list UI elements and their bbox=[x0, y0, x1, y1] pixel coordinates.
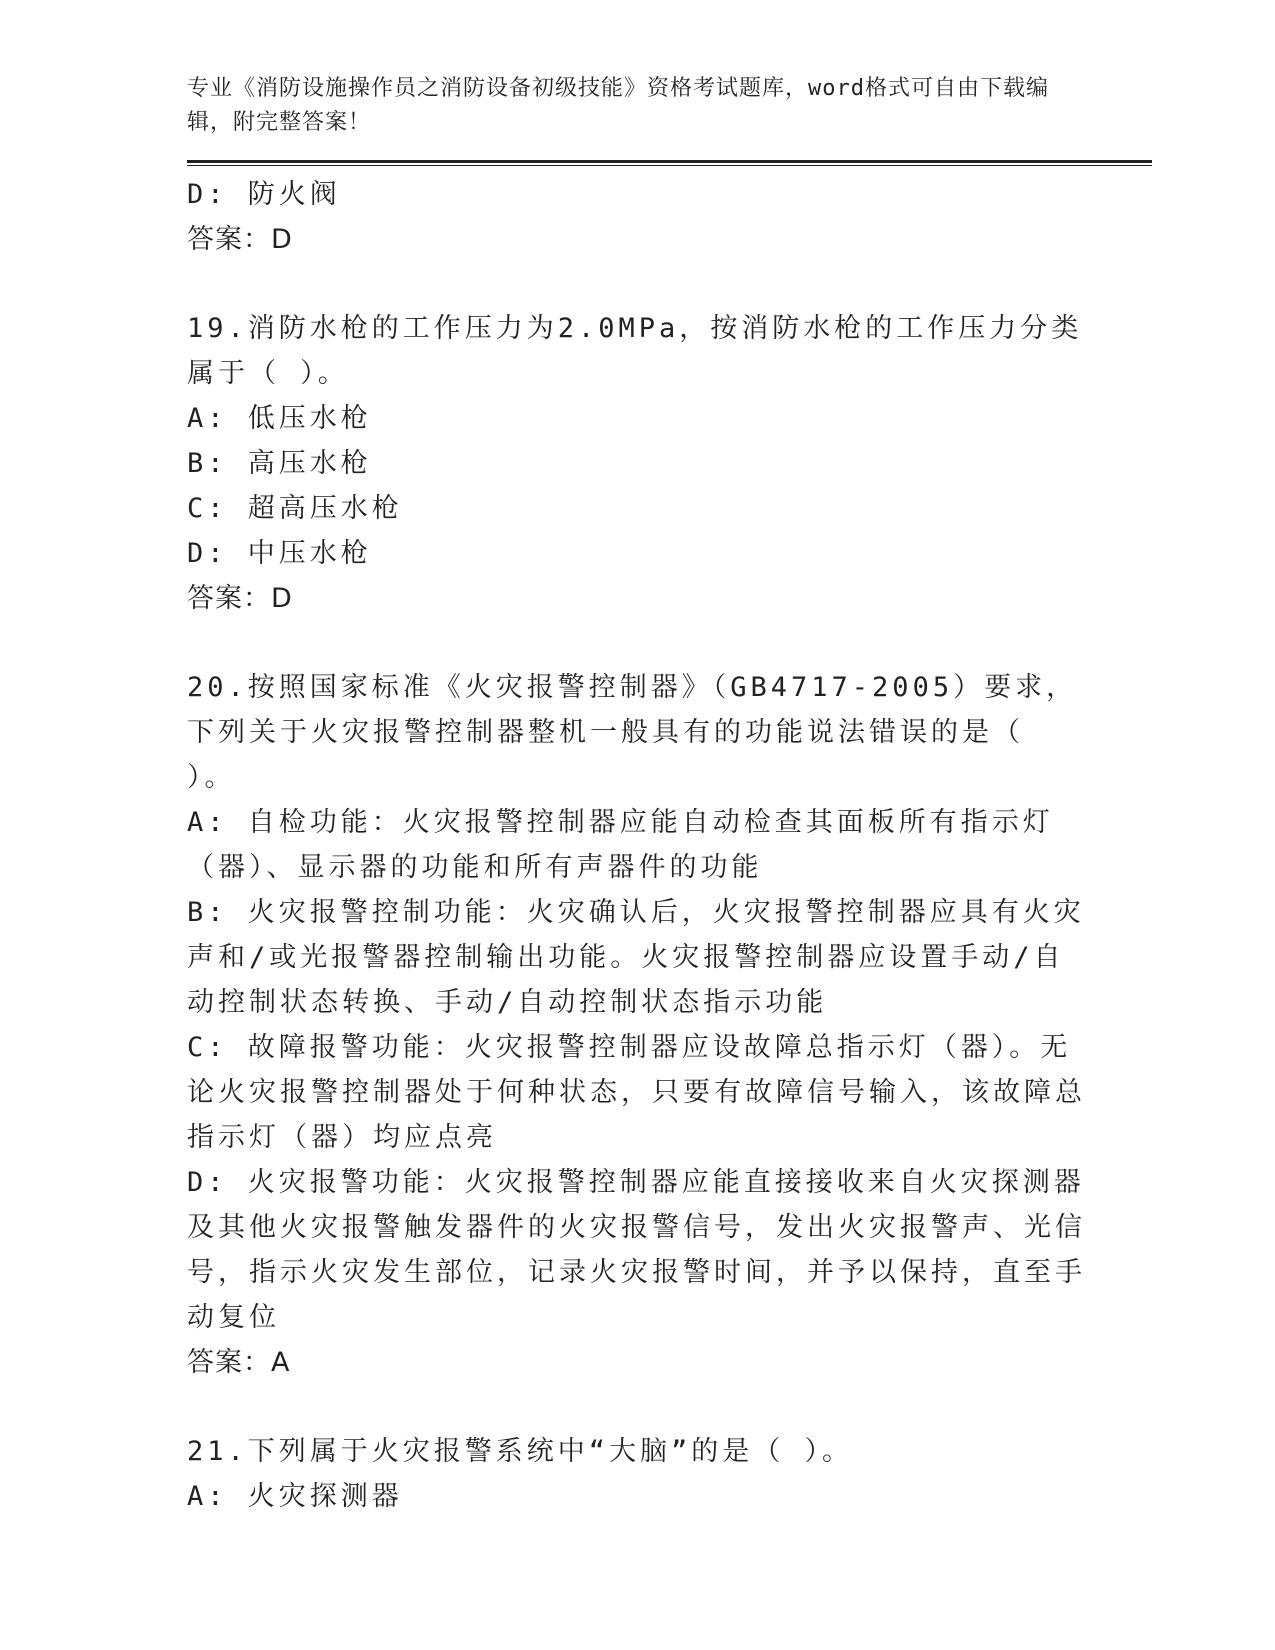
question-20-answer: 答案：A bbox=[187, 1347, 291, 1378]
question-20-option-a: A: 自检功能：火灾报警控制器应能自动检查其面板所有指示灯（器）、显示器的功能和所有声器件的功能 bbox=[187, 807, 1054, 883]
prev-option-d: D: 防火阀 bbox=[187, 179, 341, 210]
question-21-option-a: A: 火灾探测器 bbox=[187, 1481, 403, 1512]
question-19-option-b: B: 高压水枪 bbox=[187, 448, 372, 479]
question-19-answer: 答案：D bbox=[187, 583, 293, 614]
document-header: 专业《消防设施操作员之消防设备初级技能》资格考试题库，word格式可自由下载编辑，附完整答案！ bbox=[187, 76, 1049, 135]
question-19-stem: 19.消防水枪的工作压力为2.0MPa，按消防水枪的工作压力分类属于（ ）。 bbox=[187, 313, 1083, 389]
header-divider bbox=[187, 160, 1152, 166]
question-21-stem: 21.下列属于火灾报警系统中“大脑”的是（ ）。 bbox=[187, 1436, 854, 1467]
question-19-option-c: C: 超高压水枪 bbox=[187, 493, 403, 524]
document-page bbox=[187, 72, 1152, 1519]
question-20-option-d: D: 火灾报警功能：火灾报警控制器应能直接接收来自火灾探测器及其他火灾报警触发器件的火灾报警信号，发出火灾报警声、光信号，指示火灾发生部位，记录火灾报警时间，并予以保持，直至手动复位 bbox=[187, 1167, 1086, 1333]
question-20-option-c: C: 故障报警功能：火灾报警控制器应设故障总指示灯（器）。无论火灾报警控制器处于何种状态，只要有故障信号输入，该故障总指示灯（器）均应点亮 bbox=[187, 1032, 1086, 1153]
question-20-stem: 20.按照国家标准《火灾报警控制器》（GB4717-2005）要求，下列关于火灾报警控制器整机一般具有的功能说法错误的是（ ）。 bbox=[187, 672, 1078, 793]
question-20-option-b: B: 火灾报警控制功能：火灾确认后，火灾报警控制器应具有火灾声和/或光报警器控制输出功能。火灾报警控制器应设置手动/自动控制状态转换、手动/自动控制状态指示功能 bbox=[187, 897, 1085, 1018]
question-19-option-a: A: 低压水枪 bbox=[187, 403, 372, 434]
question-19-option-d: D: 中压水枪 bbox=[187, 538, 372, 569]
prev-answer: 答案：D bbox=[187, 224, 293, 255]
